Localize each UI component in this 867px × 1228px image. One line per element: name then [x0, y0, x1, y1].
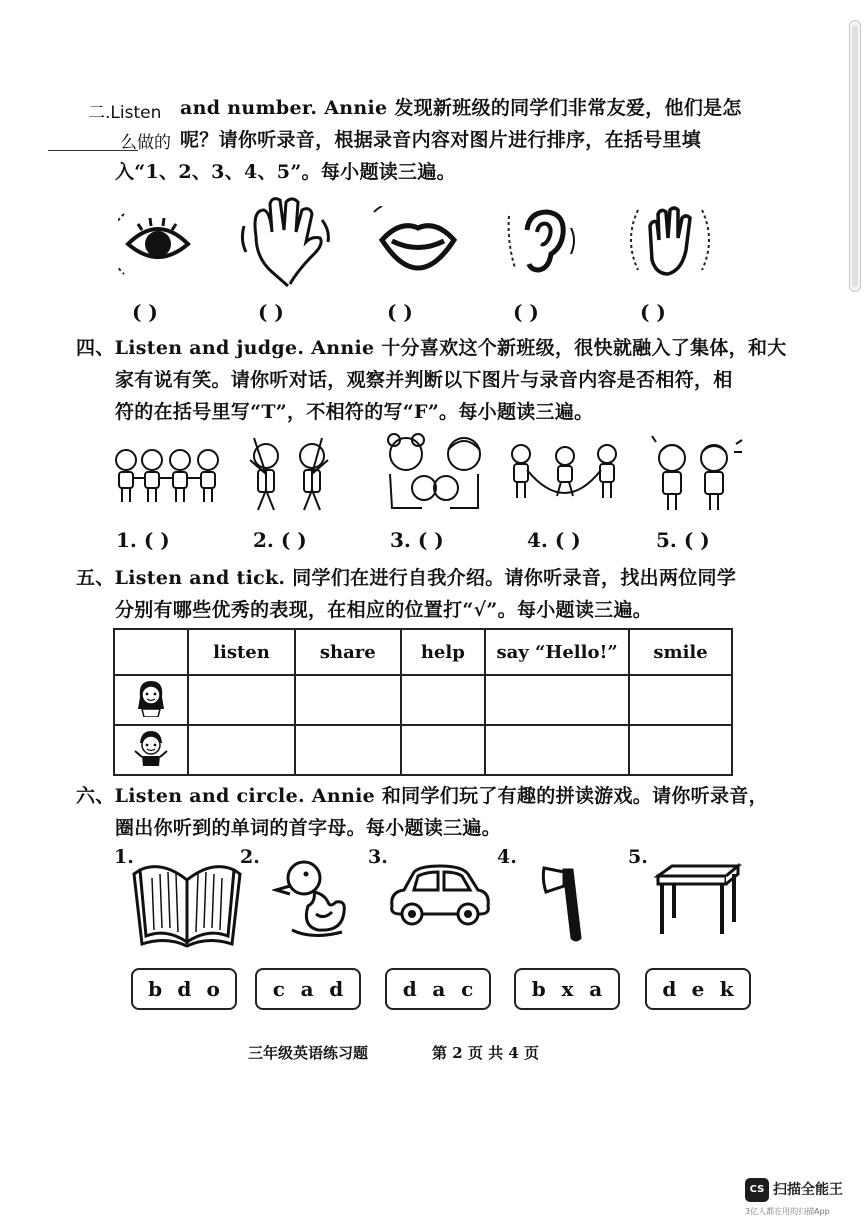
col-share: share — [295, 629, 401, 675]
section6-line2: 圈出你听到的单词的首字母。每小题读三遍。 — [115, 817, 502, 839]
section4-blank-2[interactable]: 2. ( ) — [253, 528, 307, 552]
section4-blank-1[interactable]: 1. ( ) — [116, 528, 170, 552]
tick-cell[interactable] — [485, 725, 629, 775]
book-icon — [132, 852, 242, 948]
letter-options-3 — [385, 968, 491, 1010]
section3-overlay-label: 二.Listen — [86, 98, 163, 123]
letter-option[interactable]: d — [662, 977, 677, 1001]
tick-table-header — [114, 629, 732, 675]
letter-option[interactable]: e — [691, 977, 705, 1001]
letter-option[interactable]: d — [177, 977, 192, 1001]
letter-option[interactable]: x — [561, 977, 574, 1001]
scanner-tagline: 3亿人都在用的扫描App — [745, 1207, 830, 1216]
letter-option[interactable]: a — [589, 977, 603, 1001]
section6-line1: 六、Listen and circle. Annie 和同学们玩了有趣的拼读游戏。请你听录音， — [76, 785, 768, 807]
overlay-underline — [48, 150, 138, 151]
tick-cell[interactable] — [629, 675, 732, 725]
section3-instructions — [180, 92, 742, 124]
scanner-logo-icon: CS — [745, 1178, 769, 1202]
table-row — [114, 725, 732, 775]
letter-options-2 — [255, 968, 361, 1010]
table-icon — [652, 862, 742, 938]
section4-blank-4[interactable]: 4. ( ) — [527, 528, 581, 552]
tick-cell[interactable] — [485, 675, 629, 725]
header-empty-cell — [114, 629, 188, 675]
letter-option[interactable]: d — [402, 977, 417, 1001]
section6-number-5: 5. — [628, 846, 648, 868]
scrollbar-thumb[interactable] — [852, 25, 858, 287]
section3-instructions-cont2 — [115, 156, 456, 188]
section5-instructions — [76, 562, 736, 626]
kids-holding-hands-picture — [110, 444, 226, 508]
section3-line2: 呢？请你听录音，根据录音内容对图片进行排序，在括号里填 — [180, 129, 702, 151]
section3-blank-5[interactable]: ( ) — [640, 300, 666, 324]
tick-cell[interactable] — [401, 675, 486, 725]
axe-icon — [540, 858, 588, 942]
raised-hand-icon — [620, 200, 720, 284]
eye-icon — [118, 208, 198, 280]
letter-option[interactable]: a — [300, 977, 314, 1001]
letter-option[interactable]: a — [432, 977, 446, 1001]
section3-instructions-cont — [180, 124, 701, 156]
kids-with-teddy-bears-picture — [378, 430, 494, 516]
section4-blank-5[interactable]: 5. ( ) — [656, 528, 710, 552]
letter-option[interactable]: c — [272, 977, 285, 1001]
section4-line2: 家有说有笑。请你听对话，观察并判断以下图片与录音内容是否相符，相 — [115, 369, 733, 391]
letter-options-4 — [514, 968, 620, 1010]
letter-option[interactable]: k — [719, 977, 734, 1001]
section3-blank-3[interactable]: ( ) — [387, 300, 413, 324]
letter-option[interactable]: b — [531, 977, 546, 1001]
ear-icon — [505, 206, 585, 278]
section6-instructions — [76, 780, 768, 844]
col-listen: listen — [188, 629, 295, 675]
section6-number-3: 3. — [368, 846, 388, 868]
girl-avatar-cell — [114, 675, 188, 725]
duck-icon — [272, 856, 356, 942]
section3-blank-2[interactable]: ( ) — [258, 300, 284, 324]
section4-instructions — [76, 332, 787, 428]
letter-options-5 — [645, 968, 751, 1010]
col-say-hello: say “Hello!” — [485, 629, 629, 675]
letter-option[interactable]: o — [206, 977, 220, 1001]
letter-option[interactable]: d — [329, 977, 344, 1001]
section4-blank-3[interactable]: 3. ( ) — [390, 528, 444, 552]
kids-stretching-picture — [240, 430, 340, 516]
kids-jumping-rope-picture — [505, 440, 625, 510]
section3-line1: and number. Annie 发现新班级的同学们非常友爱，他们是怎 — [180, 97, 742, 119]
section5-line2: 分别有哪些优秀的表现，在相应的位置打“√”。每小题读三遍。 — [115, 599, 653, 621]
section6-number-2: 2. — [240, 846, 260, 868]
section6-number-4: 4. — [497, 846, 517, 868]
tick-cell[interactable] — [188, 675, 295, 725]
kids-talking-picture — [648, 430, 744, 516]
letter-options-1 — [131, 968, 237, 1010]
col-smile: smile — [629, 629, 732, 675]
tick-cell[interactable] — [401, 725, 486, 775]
footer-page-number: 第 2 页 共 4 页 — [432, 1044, 539, 1062]
letter-option[interactable]: b — [148, 977, 163, 1001]
section3-overlay-label2: 么做的 — [118, 128, 173, 153]
scrollbar[interactable] — [849, 20, 861, 292]
tick-cell[interactable] — [188, 725, 295, 775]
girl-avatar-icon — [134, 679, 168, 717]
car-icon — [386, 862, 494, 932]
scanner-app-name: 扫描全能王 — [773, 1182, 843, 1198]
tick-table — [113, 628, 733, 776]
section3-line3: 入“1、2、3、4、5”。每小题读三遍。 — [115, 161, 456, 183]
footer-title: 三年级英语练习题 — [248, 1044, 369, 1062]
section3-blank-1[interactable]: ( ) — [132, 300, 158, 324]
boy-avatar-cell — [114, 725, 188, 775]
table-row — [114, 675, 732, 725]
mouth-icon — [368, 206, 468, 278]
boy-avatar-icon — [133, 729, 169, 767]
col-help: help — [401, 629, 486, 675]
tick-cell[interactable] — [629, 725, 732, 775]
tick-cell[interactable] — [295, 675, 401, 725]
section4-line1: 四、Listen and judge. Annie 十分喜欢这个新班级，很快就融入了集体，和大 — [76, 337, 787, 359]
waving-hand-icon — [236, 196, 336, 288]
section4-line3: 符的在括号里写“T”，不相符的写“F”。每小题读三遍。 — [115, 401, 594, 423]
section6-number-1: 1. — [114, 846, 134, 868]
letter-option[interactable]: c — [461, 977, 474, 1001]
scanner-watermark — [745, 1176, 855, 1220]
section5-line1: 五、Listen and tick. 同学们在进行自我介绍。请你听录音，找出两位同学 — [76, 567, 737, 589]
section3-blank-4[interactable]: ( ) — [513, 300, 539, 324]
tick-cell[interactable] — [295, 725, 401, 775]
